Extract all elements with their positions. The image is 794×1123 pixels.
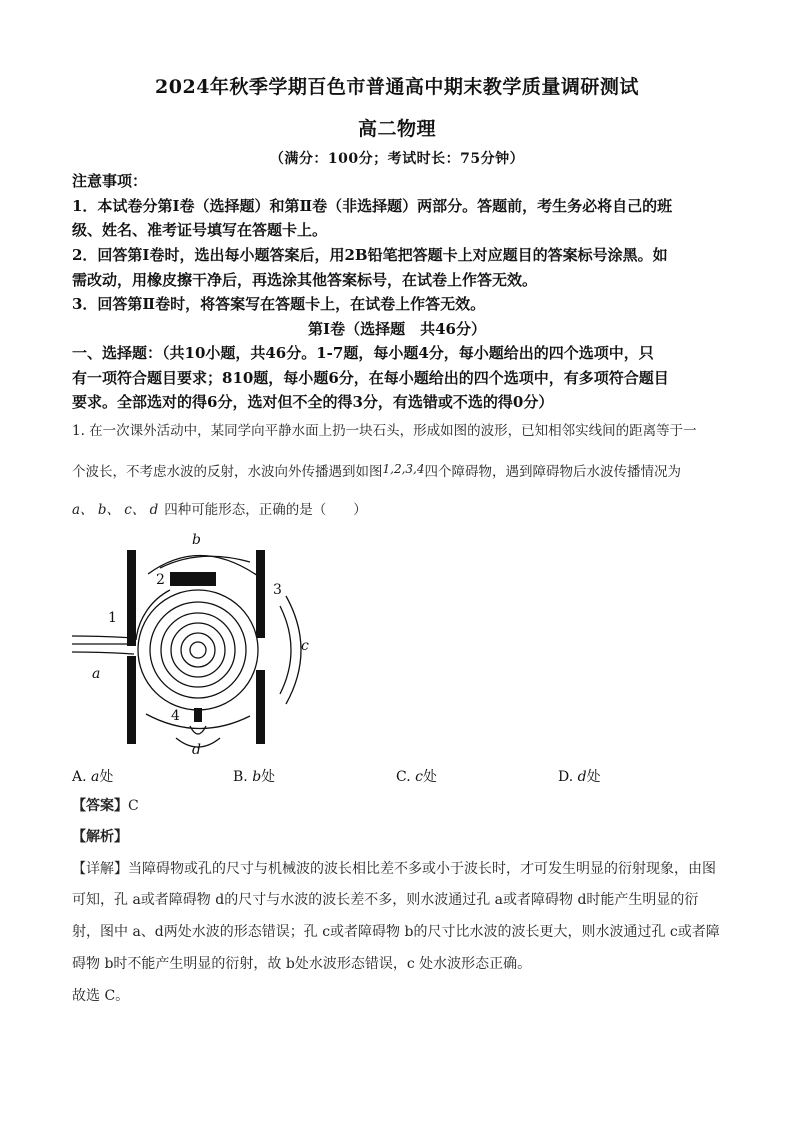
- wave-ring: [138, 590, 258, 710]
- option-b-suffix: 处: [261, 769, 276, 785]
- option-a-letter: a: [91, 769, 100, 785]
- label-3: 3: [273, 582, 282, 598]
- option-c-prefix: C.: [396, 769, 416, 785]
- option-c: [396, 766, 437, 786]
- detail-line-4: 碍物 b时不能产生明显的衍射，故 b处水波形态错误，c 处水波形态正确。: [72, 956, 532, 972]
- q1-line2-text: 个波长，不考虑水波的反射，水波向外传播遇到如图: [72, 464, 383, 480]
- option-a: [72, 766, 113, 786]
- question-1-line-1: 1. 在一次课外活动中，某同学向平静水面上扔一块石头，形成如图的波形，已知相邻实线间的距离等于一: [72, 423, 697, 439]
- exam-info: （满分：100分；考试时长：75分钟）: [269, 151, 525, 167]
- wave-ring: [181, 633, 215, 667]
- conclusion: 故选 C。: [72, 988, 130, 1004]
- wave-arc-a: [72, 636, 134, 638]
- answer-value: C: [128, 798, 139, 814]
- note-3: 3．回答第Ⅱ卷时，将答案写在答题卡上，在试卷上作答无效。: [72, 295, 486, 313]
- option-b: [233, 766, 275, 786]
- label-b: b: [192, 532, 201, 548]
- barrier-1-top: [127, 550, 136, 646]
- detail-line-2: 可知，孔 a或者障碍物 d的尺寸与水波的波长差不多，则水波通过孔 a或者障碍物 d时能产生明显的衍: [72, 892, 699, 908]
- detail-line-3: 射，图中 a、d两处水波的形态错误；孔 c或者障碍物 b的尺寸比水波的波长更大，则水波通过孔 c或者障: [72, 924, 720, 940]
- wave-ring: [171, 623, 225, 677]
- wave-arc-b: [160, 556, 250, 568]
- wave-arc-a: [72, 652, 134, 654]
- question-1-line-3: [72, 499, 724, 521]
- option-d-letter: d: [577, 769, 587, 785]
- label-1: 1: [108, 610, 117, 626]
- option-d-suffix: 处: [586, 769, 601, 785]
- wave-diagram: [70, 528, 350, 760]
- wave-ring: [161, 613, 235, 687]
- label-4: 4: [171, 708, 180, 724]
- section-instruction-3: 要求。全部选对的得6分，选对但不全的得3分，有选错或不选的得0分）: [72, 393, 554, 411]
- q1-line3-text: 四种可能形态，正确的是（ ）: [164, 502, 367, 518]
- obstacle-2: [170, 572, 216, 586]
- option-c-letter: c: [415, 769, 423, 785]
- section-instruction-1: 一、选择题：（共10小题，共46分。1-7题，每小题4分，每小题给出的四个选项中，只: [72, 344, 654, 362]
- section-title: 第Ⅰ卷（选择题 共46分）: [308, 320, 486, 338]
- note-2a: 2．回答第Ⅰ卷时，选出每小题答案后，用2B铅笔把答题卡上对应题目的答案标号涂黑。如: [72, 246, 668, 264]
- wave-arc-c: [280, 606, 291, 694]
- answer: [72, 795, 724, 817]
- detail-line-1: 【详解】当障碍物或孔的尺寸与机械波的波长相比差不多或小于波长时，才可发生明显的衍射现象，由图: [72, 861, 716, 877]
- barrier-3-bottom: [256, 670, 265, 744]
- note-1b: 级、姓名、准考证号填写在答题卡上。: [72, 221, 328, 239]
- wave-arc-d: [190, 726, 206, 734]
- option-a-suffix: 处: [99, 769, 114, 785]
- q1-letters: a、 b、 c、 d: [72, 502, 159, 518]
- question-1-line-2: [72, 458, 724, 483]
- wave-arc-c: [286, 596, 301, 704]
- note-1a: 1．本试卷分第Ⅰ卷（选择题）和第Ⅱ卷（非选择题）两部分。答题前，考生务必将自己的班: [72, 197, 673, 215]
- answer-label: 【答案】: [72, 798, 128, 814]
- q1-obstacle-numbers: 1,2,3,4: [382, 462, 425, 476]
- section-instruction-2: 有一项符合题目要求；810题，每小题6分，在每小题给出的四个选项中，有多项符合题目: [72, 369, 669, 387]
- barrier-3-top: [256, 550, 265, 638]
- wave-ring: [190, 642, 206, 658]
- option-c-suffix: 处: [422, 769, 437, 785]
- option-d: [558, 766, 601, 786]
- q1-line2-text-b: 四个障碍物，遇到障碍物后水波传播情况为: [424, 464, 681, 480]
- obstacle-4: [194, 708, 202, 722]
- option-d-prefix: D.: [558, 769, 578, 785]
- wave-ring: [150, 602, 246, 698]
- barrier-1-bottom: [127, 656, 136, 744]
- note-2b: 需改动，用橡皮擦干净后，再选涂其他答案标号，在试卷上作答无效。: [72, 271, 538, 289]
- subject-title: 高二物理: [357, 118, 436, 140]
- option-a-prefix: A.: [72, 769, 92, 785]
- label-c: c: [301, 638, 309, 654]
- notes-heading: 注意事项：: [72, 172, 148, 190]
- label-a: a: [92, 666, 101, 682]
- option-b-prefix: B.: [233, 769, 253, 785]
- exam-title: 2024年秋季学期百色市普通高中期末教学质量调研测试: [155, 76, 639, 98]
- label-2: 2: [156, 572, 165, 588]
- analysis-label: 【解析】: [72, 829, 128, 845]
- option-b-letter: b: [252, 769, 262, 785]
- label-d: d: [192, 742, 201, 758]
